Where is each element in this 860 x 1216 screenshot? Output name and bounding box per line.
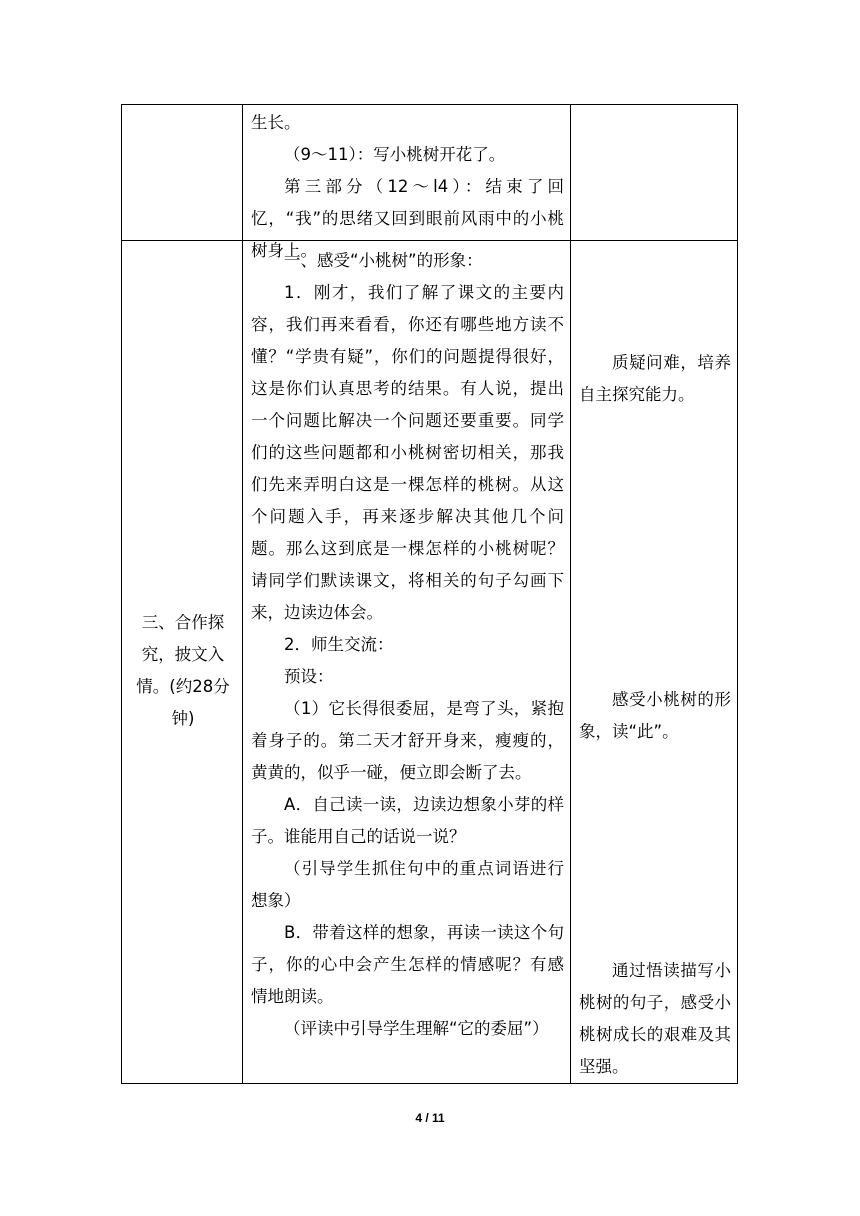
page-number: 4 / 11	[415, 1111, 445, 1125]
stage-label: 三、合作探究，披文入情。(约28分钟)	[136, 613, 230, 728]
process-line: （1）它长得很委屈，是弯了头，紧抱着身子的。第二天才舒开身来，瘦瘦的，黄黄的，似乎一碰，便立即会断了去。	[251, 699, 564, 782]
process-cell	[243, 241, 571, 1083]
note-cell	[571, 105, 737, 240]
process-cell	[243, 105, 571, 260]
process-line: （9～11）：写小桃树开花了。	[284, 145, 506, 164]
stage-cell	[122, 105, 243, 240]
process-line: 生长。	[251, 113, 301, 132]
process-line: 2．师生交流：	[284, 635, 394, 654]
design-note: 通过悟读描写小桃树的句子，感受小桃树成长的艰难及其坚强。	[579, 961, 731, 1076]
design-note: 质疑问难，培养自主探究能力。	[579, 353, 731, 404]
note-cell	[571, 241, 737, 1083]
process-text	[251, 245, 564, 1045]
process-line: A．自己读一读，边读边想象小芽的样子。谁能用自己的话说一说？	[251, 795, 564, 846]
process-line: 1．刚才，我们了解了课文的主要内容，我们再来看看，你还有哪些地方读不懂？“学贵有疑”，你们的问题提得很好，这是你们认真思考的结果。有人说，提出一个问题比解决一个问题还要重要。同学们的这些问题都和小桃树密切相关，那我们先来弄明白这是一棵怎样的桃树。从这个问题入手，再来逐步解决其他几个问题。那么这到底是一棵怎样的小桃树呢？请同学们默读课文，将相关的句子勾画下来，边读边体会。	[251, 283, 564, 622]
lesson-plan-table	[121, 104, 738, 1084]
process-line: B．带着这样的想象，再读一读这个句子，你的心中会产生怎样的情感呢？有感情地朗读。	[251, 923, 564, 1006]
process-line: （引导学生抓住句中的重点词语进行想象）	[251, 859, 564, 910]
process-line: 一、感受“小桃树”的形象：	[284, 251, 483, 270]
process-line: 预设：	[284, 667, 334, 686]
design-note: 感受小桃树的形象，读“此”。	[579, 690, 731, 741]
process-line: （评读中引导学生理解“它的委屈”）	[284, 1019, 549, 1038]
table-row	[122, 105, 737, 260]
process-line: 第三部分（12～l4）：结束了回忆，“我”的思绪又回到眼前风雨中的小桃树身上。	[251, 177, 564, 260]
stage-cell	[122, 241, 243, 1083]
table-row	[122, 241, 737, 1083]
